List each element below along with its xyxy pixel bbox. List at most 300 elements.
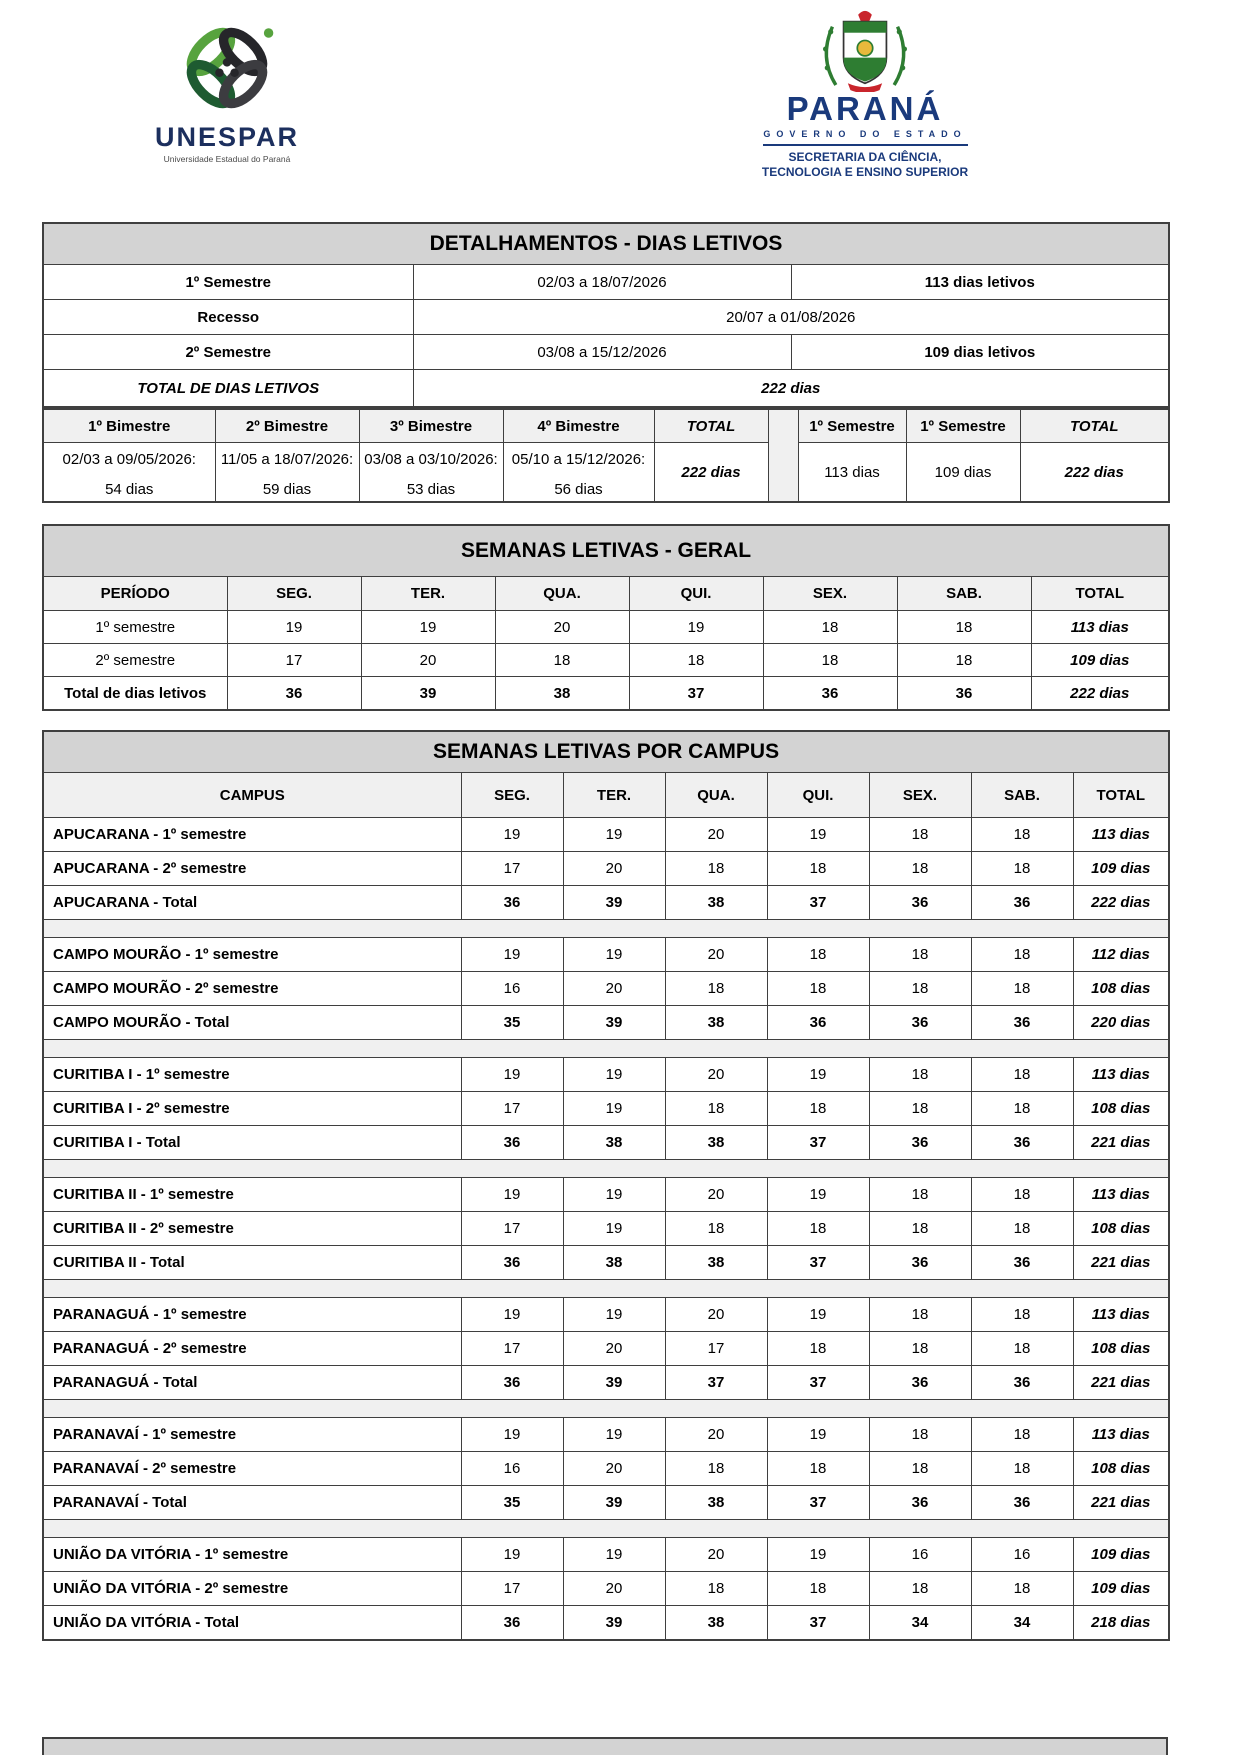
total-cell: 109 dias	[1073, 1572, 1169, 1606]
bimester-period-cell	[43, 443, 215, 503]
day-count-cell: 19	[563, 938, 665, 972]
table-row	[43, 1606, 1169, 1641]
parana-government-line: GOVERNO DO ESTADO	[763, 129, 967, 139]
column-header-cell: 1º Semestre	[906, 409, 1020, 443]
secretary-line-2: TECNOLOGIA E ENSINO SUPERIOR	[761, 165, 969, 179]
day-count-cell: 18	[767, 1332, 869, 1366]
day-count-cell: 36	[461, 1366, 563, 1400]
total-cell: 221 dias	[1073, 1486, 1169, 1520]
day-count-cell: 19	[461, 1418, 563, 1452]
day-count-cell: 18	[763, 644, 897, 677]
semester-days-cell: 109 dias	[906, 443, 1020, 503]
day-count-cell: 36	[971, 1126, 1073, 1160]
day-count-cell: 19	[767, 1298, 869, 1332]
row-label-cell: CURITIBA II - 2º semestre	[43, 1212, 461, 1246]
total-cell: 222 dias	[1031, 677, 1169, 711]
day-count-cell: 16	[869, 1538, 971, 1572]
day-count-cell: 19	[563, 1092, 665, 1126]
day-count-cell: 19	[563, 818, 665, 852]
day-count-cell: 20	[563, 1452, 665, 1486]
detalhamentos-table	[42, 222, 1170, 408]
day-count-cell: 19	[461, 818, 563, 852]
day-count-cell: 18	[869, 818, 971, 852]
table-row	[43, 1332, 1169, 1366]
day-count-cell: 20	[665, 1418, 767, 1452]
table-row	[43, 1126, 1169, 1160]
day-count-cell: 17	[665, 1332, 767, 1366]
parana-wordmark: PARANÁ	[786, 90, 944, 127]
total-cell: 113 dias	[1073, 1058, 1169, 1092]
period-cell: 20/07 a 01/08/2026	[413, 300, 1169, 335]
day-count-cell: 18	[971, 1178, 1073, 1212]
next-section-header-cutoff	[42, 1737, 1168, 1755]
day-count-cell: 38	[665, 1006, 767, 1040]
day-count-cell: 20	[361, 644, 495, 677]
table-row	[43, 1366, 1169, 1400]
day-count-cell: 38	[495, 677, 629, 711]
parana-government-logo	[715, 6, 1015, 180]
spacer-row	[43, 1280, 1169, 1298]
day-count-cell: 18	[971, 1298, 1073, 1332]
day-count-cell: 39	[563, 886, 665, 920]
day-count-cell: 17	[461, 852, 563, 886]
gap-cell	[768, 409, 798, 502]
day-count-cell: 18	[767, 938, 869, 972]
total-cell: 218 dias	[1073, 1606, 1169, 1641]
row-label-cell: PARANAVAÍ - Total	[43, 1486, 461, 1520]
table-row	[43, 1178, 1169, 1212]
day-count-cell: 18	[897, 611, 1031, 644]
day-count-cell: 18	[971, 938, 1073, 972]
period-range: 11/05 a 18/07/2026:	[220, 450, 354, 468]
table-row	[43, 1058, 1169, 1092]
day-count-cell: 18	[971, 1418, 1073, 1452]
unespar-tagline: Universidade Estadual do Paraná	[163, 154, 291, 164]
column-header-cell: SEG.	[227, 577, 361, 611]
day-count-cell: 19	[767, 818, 869, 852]
day-count-cell: 18	[869, 1452, 971, 1486]
day-count-cell: 18	[767, 1092, 869, 1126]
day-count-cell: 39	[563, 1366, 665, 1400]
column-header-row	[43, 577, 1169, 611]
day-count-cell: 20	[665, 1298, 767, 1332]
day-count-cell: 18	[971, 1092, 1073, 1126]
table-row	[43, 852, 1169, 886]
day-count-cell: 16	[461, 1452, 563, 1486]
day-count-cell: 39	[563, 1006, 665, 1040]
day-count-cell: 38	[665, 886, 767, 920]
row-label-cell: Total de dias letivos	[43, 677, 227, 711]
column-header-cell: TOTAL	[1031, 577, 1169, 611]
row-label-cell: CURITIBA I - 1º semestre	[43, 1058, 461, 1092]
day-count-cell: 37	[767, 886, 869, 920]
row-label-cell: APUCARANA - 2º semestre	[43, 852, 461, 886]
day-count-cell: 37	[767, 1486, 869, 1520]
day-count-cell: 37	[629, 677, 763, 711]
total-cell: 113 dias	[1073, 818, 1169, 852]
day-count-cell: 38	[563, 1246, 665, 1280]
total-cell: 108 dias	[1073, 972, 1169, 1006]
day-count-cell: 18	[665, 972, 767, 1006]
column-header-cell: QUI.	[767, 773, 869, 818]
day-count-cell: 36	[869, 1126, 971, 1160]
day-count-cell: 19	[563, 1178, 665, 1212]
day-count-cell: 18	[629, 644, 763, 677]
column-header-cell: 4º Bimestre	[503, 409, 654, 443]
row-label-cell: 2º semestre	[43, 644, 227, 677]
column-header-cell: QUI.	[629, 577, 763, 611]
day-count-cell: 18	[971, 852, 1073, 886]
period-days: 56 dias	[554, 480, 603, 498]
day-count-cell: 18	[767, 852, 869, 886]
semanas-gerais-body	[43, 611, 1169, 711]
total-cell: 113 dias	[1073, 1418, 1169, 1452]
period-range: 03/08 a 03/10/2026:	[364, 450, 498, 468]
spacer-cell	[43, 1520, 1169, 1538]
bimester-period-cell	[359, 443, 503, 503]
period-cell: 03/08 a 15/12/2026	[413, 335, 791, 370]
day-count-cell: 37	[767, 1606, 869, 1641]
row-label-cell: UNIÃO DA VITÓRIA - Total	[43, 1606, 461, 1641]
day-count-cell: 19	[563, 1298, 665, 1332]
day-count-cell: 36	[763, 677, 897, 711]
day-count-cell: 19	[767, 1418, 869, 1452]
row-label-cell: PARANAVAÍ - 2º semestre	[43, 1452, 461, 1486]
total-cell: 109 dias	[1073, 852, 1169, 886]
total-days-cell: 222 dias	[413, 370, 1169, 408]
row-label-cell: CURITIBA I - 2º semestre	[43, 1092, 461, 1126]
day-count-cell: 38	[665, 1126, 767, 1160]
column-header-cell: QUA.	[665, 773, 767, 818]
day-count-cell: 18	[665, 1572, 767, 1606]
row-label-cell: CURITIBA I - Total	[43, 1126, 461, 1160]
total-cell: 108 dias	[1073, 1452, 1169, 1486]
day-count-cell: 34	[971, 1606, 1073, 1641]
day-count-cell: 19	[767, 1538, 869, 1572]
column-header-cell: 1º Semestre	[798, 409, 906, 443]
day-count-cell: 39	[563, 1486, 665, 1520]
day-count-cell: 18	[869, 1418, 971, 1452]
row-label-cell: PARANAGUÁ - 1º semestre	[43, 1298, 461, 1332]
bimester-period-cell	[503, 443, 654, 503]
spacer-cell	[43, 1400, 1169, 1418]
parana-divider	[763, 144, 968, 146]
total-cell: 113 dias	[1073, 1298, 1169, 1332]
day-count-cell: 36	[971, 1366, 1073, 1400]
table-row	[43, 335, 1169, 370]
day-count-cell: 20	[563, 1572, 665, 1606]
day-count-cell: 36	[461, 1246, 563, 1280]
column-header-cell: TOTAL	[654, 409, 768, 443]
day-count-cell: 18	[665, 1092, 767, 1126]
day-count-cell: 20	[563, 852, 665, 886]
period-cell: 02/03 a 18/07/2026	[413, 265, 791, 300]
total-cell: 221 dias	[1073, 1126, 1169, 1160]
column-header-cell: TOTAL	[1073, 773, 1169, 818]
day-count-cell: 18	[767, 1452, 869, 1486]
day-count-cell: 18	[495, 644, 629, 677]
day-count-cell: 36	[767, 1006, 869, 1040]
page-content	[42, 0, 1168, 1641]
row-label-cell: APUCARANA - 1º semestre	[43, 818, 461, 852]
day-count-cell: 18	[971, 1452, 1073, 1486]
day-count-cell: 18	[665, 1452, 767, 1486]
unespar-wordmark: UNESPAR	[154, 122, 300, 152]
table-title-row	[43, 223, 1169, 265]
total-cell: 108 dias	[1073, 1332, 1169, 1366]
table-row	[43, 1418, 1169, 1452]
period-range: 05/10 a 15/12/2026:	[511, 450, 646, 468]
day-count-cell: 19	[461, 1538, 563, 1572]
column-header-cell: SAB.	[971, 773, 1073, 818]
day-count-cell: 18	[767, 1572, 869, 1606]
day-count-cell: 20	[563, 1332, 665, 1366]
day-count-cell: 19	[629, 611, 763, 644]
table-row	[43, 1486, 1169, 1520]
column-header-cell: PERÍODO	[43, 577, 227, 611]
spacer-row	[43, 920, 1169, 938]
days-cell: 109 dias letivos	[791, 335, 1169, 370]
column-header-cell: TER.	[563, 773, 665, 818]
total-cell: 109 dias	[1073, 1538, 1169, 1572]
spacer-cell	[43, 1160, 1169, 1178]
day-count-cell: 18	[665, 1212, 767, 1246]
day-count-cell: 17	[227, 644, 361, 677]
day-count-cell: 18	[971, 1212, 1073, 1246]
column-header-cell: 2º Bimestre	[215, 409, 359, 443]
day-count-cell: 19	[461, 1058, 563, 1092]
day-count-cell: 17	[461, 1212, 563, 1246]
row-label-cell: APUCARANA - Total	[43, 886, 461, 920]
day-count-cell: 36	[971, 886, 1073, 920]
table-row	[43, 677, 1169, 711]
day-count-cell: 18	[869, 1332, 971, 1366]
day-count-cell: 20	[563, 972, 665, 1006]
day-count-cell: 38	[563, 1126, 665, 1160]
unespar-knot-icon	[175, 16, 279, 120]
bimester-period-cell	[215, 443, 359, 503]
day-count-cell: 36	[971, 1486, 1073, 1520]
semester-label-cell: 2º Semestre	[43, 335, 413, 370]
day-count-cell: 19	[461, 938, 563, 972]
table-title-row	[43, 731, 1169, 773]
total-cell: 112 dias	[1073, 938, 1169, 972]
spacer-row	[43, 1400, 1169, 1418]
row-label-cell: CURITIBA II - 1º semestre	[43, 1178, 461, 1212]
day-count-cell: 18	[767, 1212, 869, 1246]
table-title: SEMANAS LETIVAS POR CAMPUS	[43, 731, 1169, 773]
semanas-gerais-table	[42, 524, 1170, 711]
day-count-cell: 16	[461, 972, 563, 1006]
day-count-cell: 34	[869, 1606, 971, 1641]
table-row	[43, 1246, 1169, 1280]
row-label-cell: CAMPO MOURÃO - Total	[43, 1006, 461, 1040]
semanas-campus-body	[43, 818, 1169, 1641]
day-count-cell: 39	[361, 677, 495, 711]
total-cell: 222 dias	[1073, 886, 1169, 920]
row-label-cell: CAMPO MOURÃO - 1º semestre	[43, 938, 461, 972]
table-title-row	[43, 525, 1169, 577]
column-header-cell: SEX.	[763, 577, 897, 611]
day-count-cell: 19	[461, 1178, 563, 1212]
column-header-cell: SEG.	[461, 773, 563, 818]
day-count-cell: 36	[461, 1126, 563, 1160]
bimestres-table	[42, 408, 1170, 503]
secretary-name	[762, 150, 968, 180]
day-count-cell: 36	[227, 677, 361, 711]
day-count-cell: 18	[971, 972, 1073, 1006]
day-count-cell: 20	[495, 611, 629, 644]
total-cell: 221 dias	[1073, 1366, 1169, 1400]
day-count-cell: 18	[971, 1058, 1073, 1092]
column-header-row	[43, 773, 1169, 818]
table-row	[43, 1298, 1169, 1332]
day-count-cell: 18	[869, 1178, 971, 1212]
bimestres-data-row	[43, 443, 1169, 503]
day-count-cell: 19	[563, 1212, 665, 1246]
day-count-cell: 18	[869, 1572, 971, 1606]
table-row	[43, 265, 1169, 300]
column-header-cell: 3º Bimestre	[359, 409, 503, 443]
column-header-cell: TOTAL	[1020, 409, 1169, 443]
day-count-cell: 18	[763, 611, 897, 644]
day-count-cell: 36	[971, 1006, 1073, 1040]
total-cell: 113 dias	[1031, 611, 1169, 644]
table-row	[43, 300, 1169, 335]
column-header-cell: SEX.	[869, 773, 971, 818]
spacer-row	[43, 1520, 1169, 1538]
spacer-cell	[43, 1280, 1169, 1298]
day-count-cell: 17	[461, 1332, 563, 1366]
day-count-cell: 19	[563, 1538, 665, 1572]
day-count-cell: 36	[869, 1486, 971, 1520]
total-cell: 109 dias	[1031, 644, 1169, 677]
day-count-cell: 19	[461, 1298, 563, 1332]
day-count-cell: 20	[665, 1178, 767, 1212]
day-count-cell: 38	[665, 1246, 767, 1280]
page-header	[42, 0, 1168, 222]
day-count-cell: 18	[869, 1212, 971, 1246]
day-count-cell: 37	[767, 1126, 869, 1160]
day-count-cell: 19	[767, 1058, 869, 1092]
day-count-cell: 38	[665, 1606, 767, 1641]
day-count-cell: 19	[767, 1178, 869, 1212]
day-count-cell: 18	[767, 972, 869, 1006]
semanas-campus-table	[42, 730, 1170, 1641]
day-count-cell: 35	[461, 1486, 563, 1520]
period-days: 59 dias	[262, 480, 312, 498]
bimestres-header-row	[43, 409, 1169, 443]
table-row	[43, 1212, 1169, 1246]
period-range: 02/03 a 09/05/2026:	[62, 450, 196, 468]
total-label-cell: TOTAL DE DIAS LETIVOS	[43, 370, 413, 408]
day-count-cell: 18	[665, 852, 767, 886]
day-count-cell: 18	[897, 644, 1031, 677]
spacer-cell	[43, 920, 1169, 938]
day-count-cell: 18	[869, 972, 971, 1006]
day-count-cell: 18	[971, 818, 1073, 852]
table-row	[43, 1092, 1169, 1126]
total-cell: 108 dias	[1073, 1212, 1169, 1246]
total-cell: 221 dias	[1073, 1246, 1169, 1280]
period-days: 53 dias	[406, 480, 456, 498]
row-label-cell: CAMPO MOURÃO - 2º semestre	[43, 972, 461, 1006]
row-label-cell: PARANAGUÁ - 2º semestre	[43, 1332, 461, 1366]
day-count-cell: 36	[869, 1246, 971, 1280]
secretary-line-1: SECRETARIA DA CIÊNCIA,	[788, 150, 942, 164]
table-title: DETALHAMENTOS - DIAS LETIVOS	[43, 223, 1169, 265]
table-row	[43, 1538, 1169, 1572]
table-row	[43, 370, 1169, 408]
day-count-cell: 18	[869, 1298, 971, 1332]
row-label-cell: 1º semestre	[43, 611, 227, 644]
day-count-cell: 18	[971, 1332, 1073, 1366]
day-count-cell: 18	[869, 938, 971, 972]
spacer-row	[43, 1040, 1169, 1058]
day-count-cell: 18	[869, 1092, 971, 1126]
table-row	[43, 1452, 1169, 1486]
row-label-cell: CURITIBA II - Total	[43, 1246, 461, 1280]
table-row	[43, 611, 1169, 644]
day-count-cell: 36	[971, 1246, 1073, 1280]
day-count-cell: 37	[767, 1246, 869, 1280]
table-row	[43, 818, 1169, 852]
column-header-cell: SAB.	[897, 577, 1031, 611]
table-row	[43, 938, 1169, 972]
day-count-cell: 36	[869, 1006, 971, 1040]
day-count-cell: 18	[971, 1572, 1073, 1606]
column-header-cell: 1º Bimestre	[43, 409, 215, 443]
semester-label-cell: 1º Semestre	[43, 265, 413, 300]
table-row	[43, 886, 1169, 920]
day-count-cell: 17	[461, 1572, 563, 1606]
bimestres-total-cell: 222 dias	[654, 443, 768, 503]
total-cell: 113 dias	[1073, 1178, 1169, 1212]
day-count-cell: 17	[461, 1092, 563, 1126]
day-count-cell: 20	[665, 1538, 767, 1572]
day-count-cell: 18	[869, 852, 971, 886]
column-header-cell: TER.	[361, 577, 495, 611]
day-count-cell: 18	[869, 1058, 971, 1092]
day-count-cell: 19	[563, 1418, 665, 1452]
day-count-cell: 36	[869, 1366, 971, 1400]
table-row	[43, 1572, 1169, 1606]
days-cell: 113 dias letivos	[791, 265, 1169, 300]
spacer-row	[43, 1160, 1169, 1178]
spacer-cell	[43, 1040, 1169, 1058]
column-header-cell: QUA.	[495, 577, 629, 611]
column-header-cell: CAMPUS	[43, 773, 461, 818]
row-label-cell: PARANAGUÁ - Total	[43, 1366, 461, 1400]
day-count-cell: 20	[665, 818, 767, 852]
day-count-cell: 20	[665, 1058, 767, 1092]
recess-label-cell: Recesso	[43, 300, 413, 335]
day-count-cell: 38	[665, 1486, 767, 1520]
semesters-total-cell: 222 dias	[1020, 443, 1169, 503]
row-label-cell: PARANAVAÍ - 1º semestre	[43, 1418, 461, 1452]
parana-coat-of-arms-icon	[805, 6, 925, 92]
day-count-cell: 20	[665, 938, 767, 972]
day-count-cell: 35	[461, 1006, 563, 1040]
day-count-cell: 39	[563, 1606, 665, 1641]
semester-days-cell: 113 dias	[798, 443, 906, 503]
table-row	[43, 1006, 1169, 1040]
row-label-cell: UNIÃO DA VITÓRIA - 2º semestre	[43, 1572, 461, 1606]
table-title: SEMANAS LETIVAS - GERAL	[43, 525, 1169, 577]
total-cell: 220 dias	[1073, 1006, 1169, 1040]
day-count-cell: 37	[665, 1366, 767, 1400]
table-row	[43, 972, 1169, 1006]
